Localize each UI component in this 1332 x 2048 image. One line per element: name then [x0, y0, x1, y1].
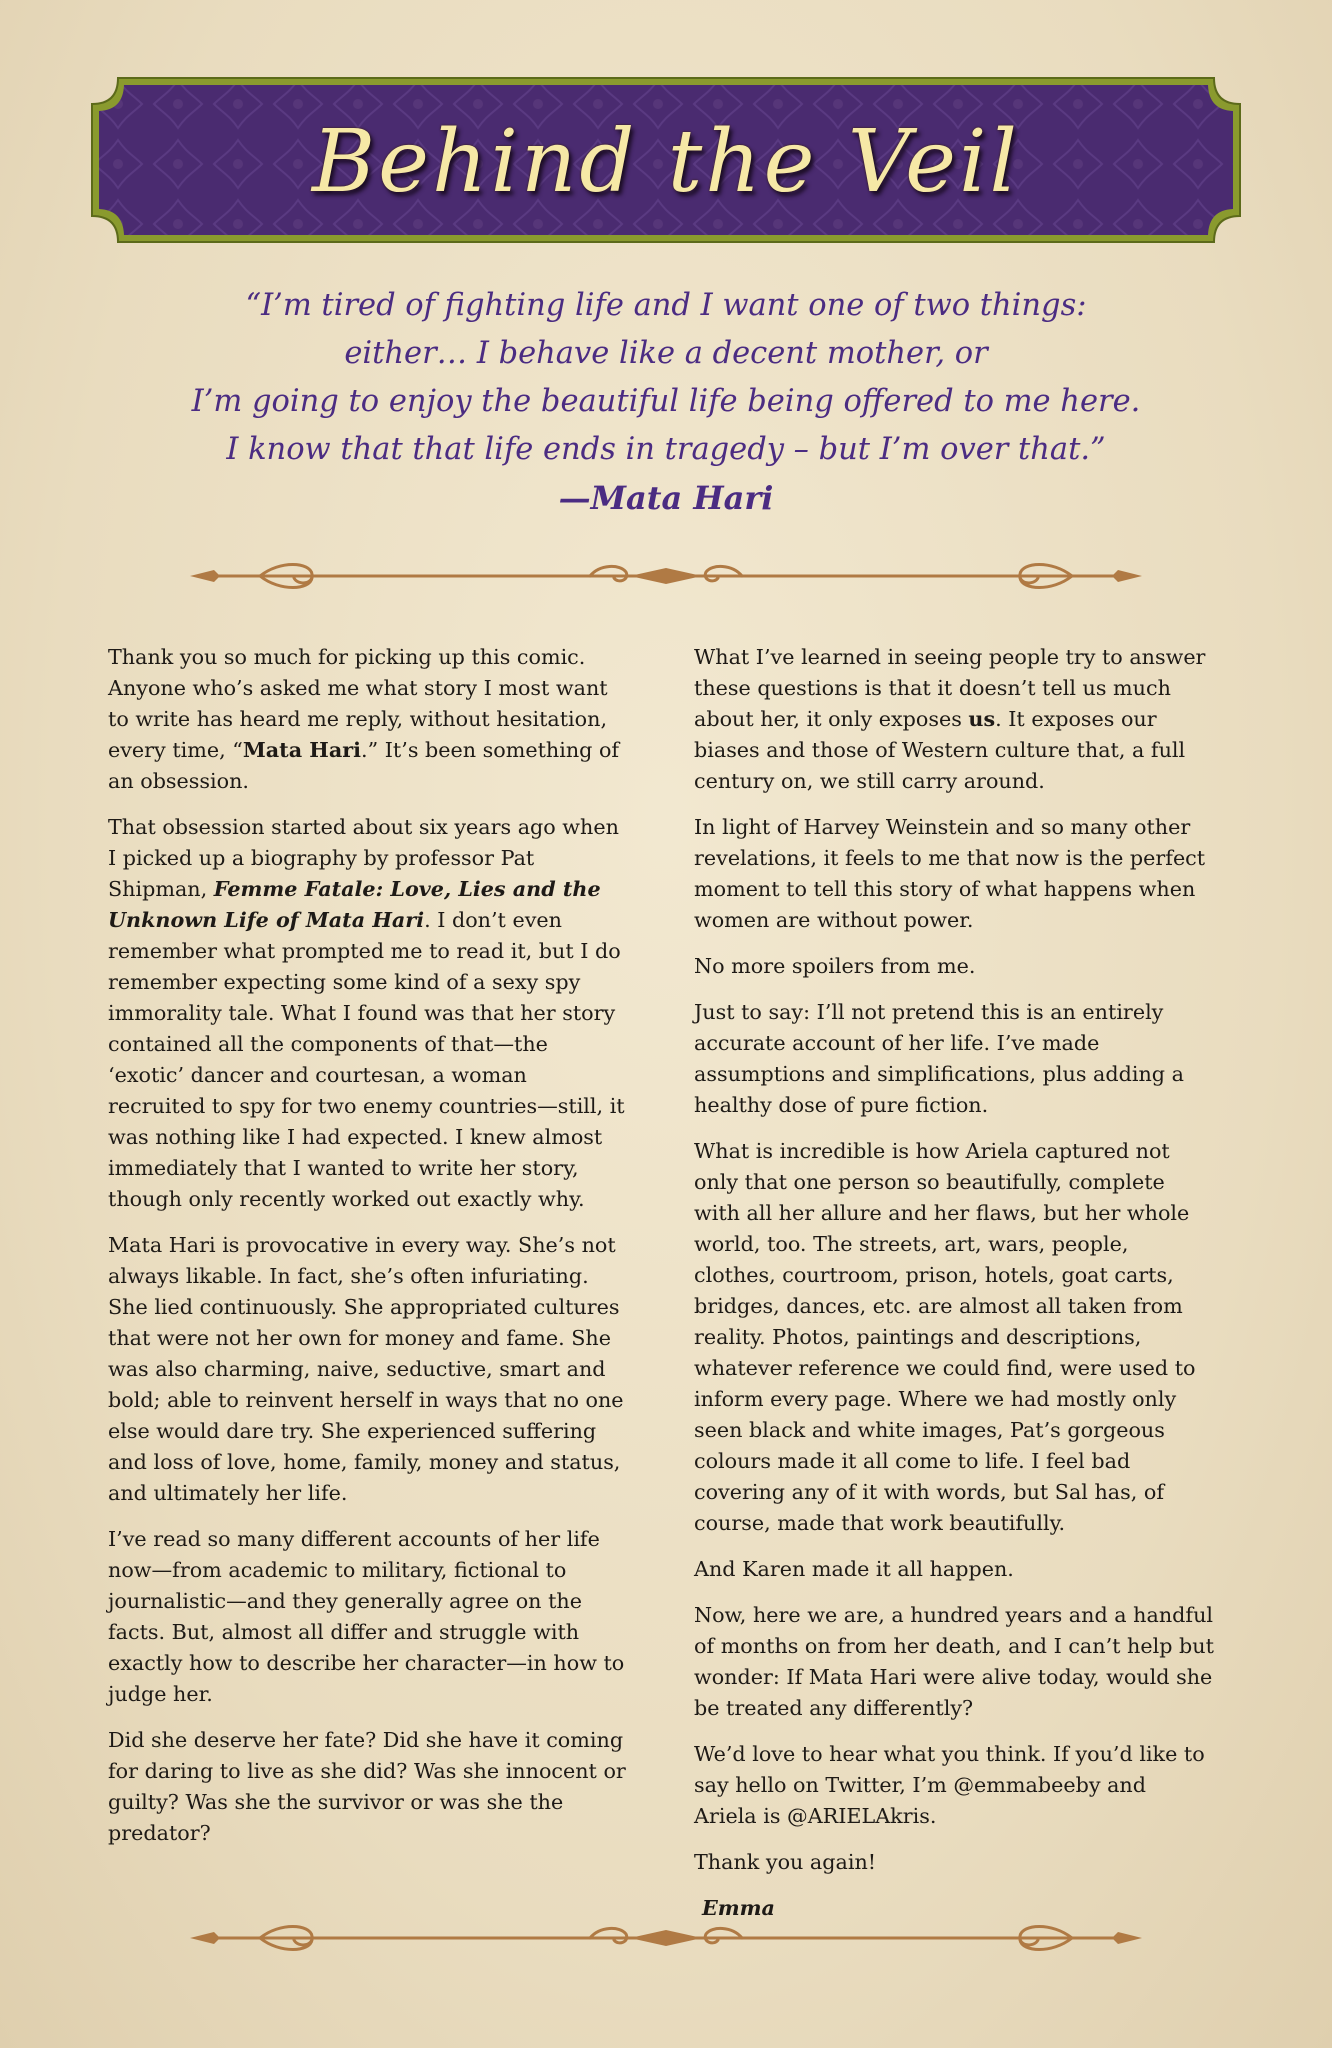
- quote-line: I’m going to enjoy the beautiful life being offered to me here.: [191, 384, 1141, 419]
- paragraph: What I’ve learned in seeing people try to answer these questions is that it doesn’t tell us much about her, it only exposes us. It exposes our biases and those of Western culture that, a full century on, we still carry around.: [694, 645, 1206, 793]
- body-column-right: [694, 642, 1214, 1939]
- paragraph: Now, here we are, a hundred years and a handful of months on from her death, and I can’t help but wonder: If Mata Hari were alive today, would she be treated any differently?: [694, 1603, 1214, 1720]
- page-title: Behind the Veil: [311, 112, 1021, 212]
- quote-line: “I’m tired of fighting life and I want one of two things:: [245, 288, 1087, 323]
- divider-ornament-bottom: [190, 1918, 1142, 1958]
- paragraph: And Karen made it all happen.: [694, 1557, 1014, 1581]
- book-title: Femme Fatale: Love, Lies and the Unknown Life of Mata Hari: [108, 877, 601, 932]
- paragraph: No more spoilers from me.: [694, 954, 976, 978]
- quote-attribution: —Mata Hari: [558, 479, 774, 517]
- divider-ornament-top: [190, 556, 1142, 596]
- quote-line: either… I behave like a decent mother, or: [344, 336, 988, 371]
- paragraph: Thank you so much for picking up this comic. Anyone who’s asked me what story I most want to write has heard me reply, without hesitation, every time, “Mata Hari.” It’s been something of an obsession.: [108, 645, 620, 793]
- paragraph: What is incredible is how Ariela captured not only that one person so beautifully, complete with all her allure and her flaws, but her whole world, too. The streets, art, wars, people, clothes, courtroom, prison, hotels, goat carts, bridges, dances, etc. are almost all taken from reality. Photos, paintings and descriptions, whatever reference we could find, were used to inform every page. Where we had mostly only seen black and white images, Pat’s gorgeous colours made it all come to life. I feel bad covering any of it with words, but Sal has, of course, made that work beautifully.: [694, 1139, 1196, 1535]
- paragraph: Mata Hari is provocative in every way. She’s not always likable. In fact, she’s often infuriating. She lied continuously. She appropriated cultures that were not her own for money and fame. She was also charming, naive, seductive, smart and bold; able to reinvent herself in ways that no one else would dare try. She experienced suffering and loss of love, home, family, money and status, and ultimately her life.: [108, 1233, 624, 1505]
- paragraph: Did she deserve her fate? Did she have it coming for daring to live as she did? Was she innocent or guilty? Was she the survivor or was she the predator?: [108, 1728, 626, 1845]
- paragraph: We’d love to hear what you think. If you’d like to say hello on Twitter, I’m @emmabeeby and Ariela is @ARIELAkris.: [694, 1742, 1205, 1828]
- paragraph: I’ve read so many different accounts of her life now—from academic to military, fictional to journalistic—and they generally agree on the facts. But, almost all differ and struggle with exactly how to describe her character—in how to judge her.: [108, 1527, 625, 1706]
- epigraph-quote: [110, 282, 1222, 522]
- paragraph: That obsession started about six years ago when I picked up a biography by professor Pat Shipman, Femme Fatale: Love, Lies and the Unknown Life of Mata Hari. I don’t even remember what prompted me to read it, but I do remember expecting some kind of a sexy spy immorality tale. What I found was that her story contained all the components of that—the ‘exotic’ dancer and courtesan, a woman recruited to spy for two enemy countries—still, it was nothing like I had expected. I knew almost immediately that I wanted to write her story, though only recently worked out exactly why.: [108, 815, 625, 1211]
- paragraph: Thank you again!: [694, 1850, 877, 1874]
- paragraph: In light of Harvey Weinstein and so many other revelations, it feels to me that now is the perfect moment to tell this story of what happens when women are without power.: [694, 815, 1206, 932]
- signature: Emma: [702, 1896, 775, 1920]
- paragraph: Just to say: I’ll not pretend this is an entirely accurate account of her life. I’ve made assumptions and simplifications, plus adding a healthy dose of pure fiction.: [694, 1000, 1184, 1117]
- title-banner: [88, 74, 1244, 246]
- body-column-left: [108, 642, 628, 1864]
- quote-line: I know that that life ends in tragedy – but I’m over that.”: [226, 432, 1106, 467]
